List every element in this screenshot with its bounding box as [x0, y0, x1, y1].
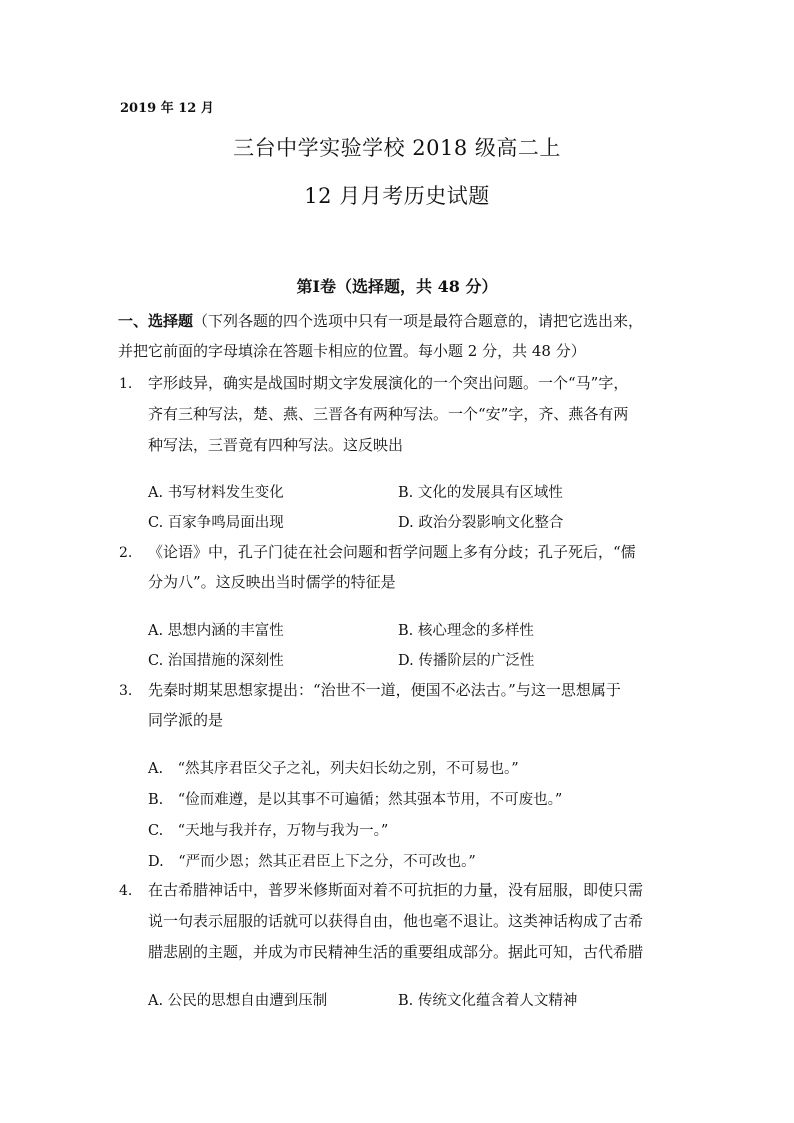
option-b: B. 文化的发展具有区域性 — [398, 485, 563, 501]
question-number: 4. — [119, 883, 133, 899]
option-d: D. “严而少恩；然其正君臣上下之分，不可改也。” — [148, 854, 476, 870]
question-text-line: 先秦时期某思想家提出：“治世不一道，便国不必法古。”与这一思想属于 — [148, 681, 621, 699]
question-text-line: 同学派的是 — [148, 711, 224, 729]
option-a: A. “然其序君臣父子之礼，列夫妇长幼之别，不可易也。” — [148, 761, 519, 777]
question-number: 3. — [119, 683, 133, 699]
question-text-line: 分为八”。这反映出当时儒学的特征是 — [148, 573, 396, 591]
option-d: D. 政治分裂影响文化整合 — [398, 515, 564, 531]
option-b: B. 传统文化蕴含着人文精神 — [398, 993, 578, 1009]
question-text-line: 在古希腊神话中，普罗米修斯面对着不可抗拒的力量，没有屈服，即使只需 — [148, 881, 644, 899]
option-b: B. 核心理念的多样性 — [398, 623, 534, 639]
option-b: B. “俭而难遵，是以其事不可遍循；然其强本节用，不可废也。” — [148, 792, 563, 808]
option-c: C. 百家争鸣局面出现 — [148, 515, 284, 531]
question-text-line: 齐有三种写法，楚、燕、三晋各有两种写法。一个“安”字，齐、燕各有两 — [148, 405, 629, 423]
question-text-line: 腊悲剧的主题，并成为市民精神生活的重要组成部分。据此可知，古代希腊 — [148, 943, 644, 961]
option-a: A. 公民的思想自由遭到压制 — [148, 993, 328, 1009]
question-number: 2. — [119, 545, 133, 561]
question-text-line: 种写法，三晋竟有四种写法。这反映出 — [148, 436, 404, 454]
section-instruction-line1 — [118, 312, 643, 330]
question-text-line: 《论语》中，孔子门徒在社会问题和哲学问题上多有分歧；孔子死后，“儒 — [148, 543, 636, 561]
question-text-line: 字形歧异，确实是战国时期文字发展演化的一个突出问题。一个“马”字， — [148, 374, 629, 392]
section-instruction-line2: 并把它前面的字母填涂在答题卡相应的位置。每小题 2 分，共 48 分） — [118, 342, 586, 360]
part-title: 第Ⅰ卷（选择题，共 48 分） — [296, 277, 498, 296]
exam-title-line2: 12 月月考历史试题 — [304, 184, 490, 208]
question-number: 1. — [119, 376, 133, 392]
option-c: C. “天地与我并存，万物与我为一。” — [148, 823, 389, 839]
exam-title-line1: 三台中学实验学校 2018 级高二上 — [233, 136, 561, 160]
exam-date: 2019 年 12 月 — [120, 101, 214, 116]
question-text-line: 说一句表示屈服的话就可以获得自由，他也毫不退让。这类神话构成了古希 — [148, 912, 644, 930]
option-c: C. 治国措施的深刻性 — [148, 653, 284, 669]
section-instruction-text: （下列各题的四个选项中只有一项是最符合题意的，请把它选出来， — [193, 312, 644, 330]
option-a: A. 思想内涵的丰富性 — [148, 623, 284, 639]
option-a: A. 书写材料发生变化 — [148, 485, 284, 501]
section-label: 一、选择题 — [118, 312, 194, 330]
option-d: D. 传播阶层的广泛性 — [398, 653, 535, 669]
